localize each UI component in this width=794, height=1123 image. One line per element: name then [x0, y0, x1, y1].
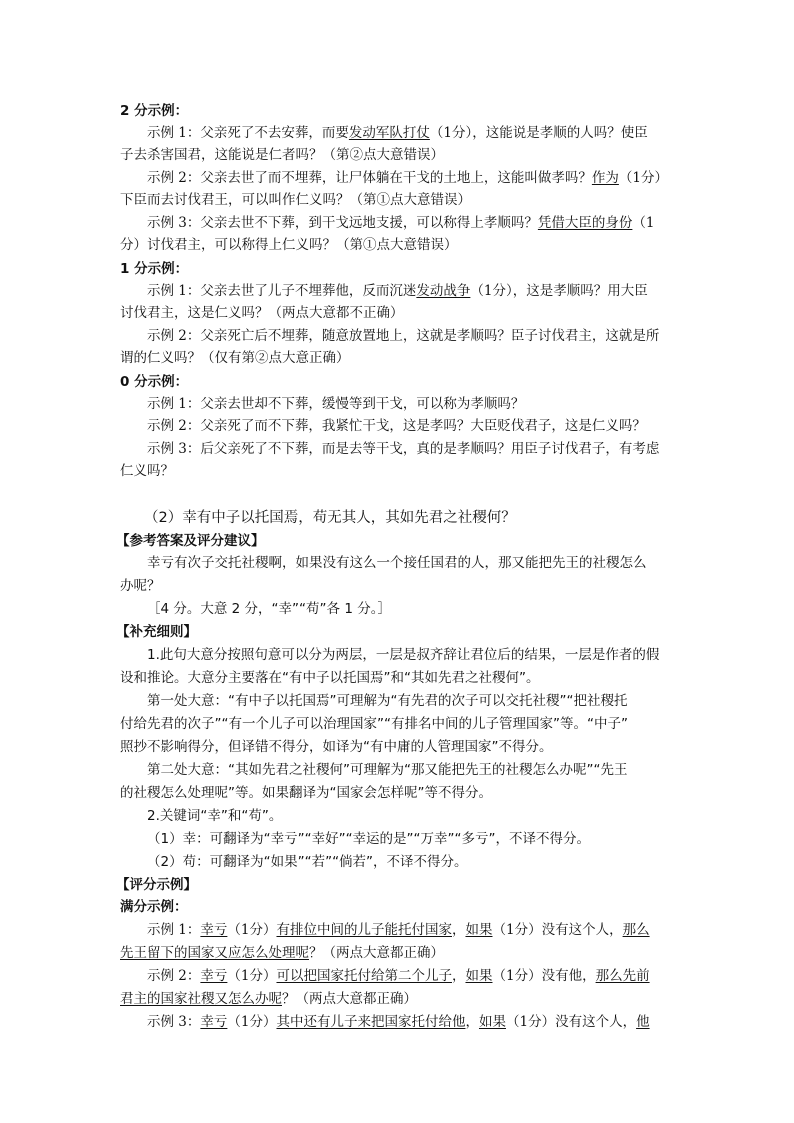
example-line: 示例 3：幸亏（1分）其中还有儿子来把国家托付给他，如果（1分）没有这个人，他 — [147, 1014, 650, 1030]
example-line: 子去杀害国君，这能说是仁者吗？（第②点大意错误） — [120, 147, 444, 163]
section-header-supplementary: 【补充细则】 — [116, 624, 197, 640]
example-line: 讨伐君主，这是仁义吗？（两点大意都不正确） — [120, 305, 404, 321]
reference-answer: 幸亏有次子交托社稷啊，如果没有这么一个接任国君的人，那又能把先王的社稷怎么 — [147, 555, 647, 571]
example-line: 示例 1：父亲去世了儿子不埋葬他，反而沉迷发动战争（1分），这是孝顺吗？用大臣 — [147, 283, 648, 299]
example-line: 示例 2：父亲死了而不下葬，我紧忙干戈，这是孝吗？大臣贬伐君子，这是仁义吗？ — [147, 418, 646, 434]
question-text: （2）幸有中子以托国焉，苟无其人，其如先君之社稷何？ — [144, 510, 516, 526]
section-label-1pt: 1 分示例： — [120, 261, 189, 277]
rule-text: 第二处大意：“其如先君之社稷何”可理解为“那又能把先王的社稷怎么办呢”“先王 — [147, 762, 628, 778]
rule-text: （2）苟：可翻译为“如果”“若”“倘若”，不译不得分。 — [147, 854, 468, 870]
example-line: 示例 2：幸亏（1分）可以把国家托付给第二个儿子，如果（1分）没有他，那么先前 — [147, 968, 650, 984]
rule-text: 设和推论。大意分主要落在“有中子以托国焉”和“其如先君之社稷何”。 — [120, 670, 540, 686]
example-line: 下臣而去讨伐君王，可以叫作仁义吗？（第①点大意错误） — [120, 192, 471, 208]
example-line: 示例 3：后父亲死了不下葬，而是去等干戈，真的是孝顺吗？用臣子讨伐君子，有考虑 — [147, 441, 660, 457]
rule-text: （1）幸：可翻译为“幸亏”“幸好”“幸运的是”“万幸”“多亏”，不译不得分。 — [147, 831, 591, 847]
section-label-2pts: 2 分示例： — [120, 103, 189, 119]
example-line: 君主的国家社稷又怎么办呢？（两点大意都正确） — [120, 991, 417, 1007]
rule-text: 1.此句大意分按照句意可以分为两层，一层是叔齐辞让君位后的结果，一层是作者的假 — [147, 647, 660, 663]
example-line: 分）讨伐君主，可以称得上仁义吗？（第①点大意错误） — [120, 237, 458, 253]
section-label-0pts: 0 分示例： — [120, 374, 189, 390]
reference-answer: 办呢？ — [120, 578, 161, 594]
example-line: 谓的仁义吗？（仅有第②点大意正确） — [120, 350, 350, 366]
section-label-full-score: 满分示例： — [120, 899, 188, 915]
example-line: 示例 2：父亲去世了而不埋葬，让尸体躺在干戈的土地上，这能叫做孝吗？作为（1分） — [147, 170, 668, 186]
example-line: 仁义吗？ — [120, 463, 174, 479]
example-line: 先王留下的国家又应怎么处理呢？（两点大意都正确） — [120, 945, 444, 961]
rule-text: 照抄不影响得分，但译错不得分，如译为“有中庸的人管理国家”不得分。 — [120, 739, 553, 755]
section-header-scoring-examples: 【评分示例】 — [116, 877, 197, 893]
example-line: 示例 3：父亲去世不下葬，到干戈远地支援，可以称得上孝顺吗？凭借大臣的身份（1 — [147, 215, 655, 231]
section-header-reference: 【参考答案及评分建议】 — [116, 533, 265, 549]
rule-text: 付给先君的次子”“有一个儿子可以治理国家”“有排名中间的儿子管理国家”等。“中子” — [120, 716, 628, 732]
rule-text: 2.关键词“幸”和“苟”。 — [147, 808, 283, 824]
rule-text: 第一处大意：“有中子以托国焉”可理解为“有先君的次子可以交托社稷”“把社稷托 — [147, 693, 628, 709]
scoring-points: ［4 分。大意 2 分，“幸”“苟”各 1 分。］ — [147, 601, 391, 617]
example-line: 示例 1：父亲去世却不下葬，缓慢等到干戈，可以称为孝顺吗？ — [147, 396, 525, 412]
rule-text: 的社稷怎么处理呢”等。如果翻译为“国家会怎样呢”等不得分。 — [120, 785, 492, 801]
example-line: 示例 1：幸亏（1分）有排位中间的儿子能托付国家，如果（1分）没有这个人，那么 — [147, 922, 650, 938]
example-line: 示例 2：父亲死亡后不埋葬，随意放置地上，这就是孝顺吗？臣子讨伐君主，这就是所 — [147, 328, 660, 344]
example-line: 示例 1：父亲死了不去安葬，而要发动军队打仗（1分），这能说是孝顺的人吗？使臣 — [147, 125, 648, 141]
